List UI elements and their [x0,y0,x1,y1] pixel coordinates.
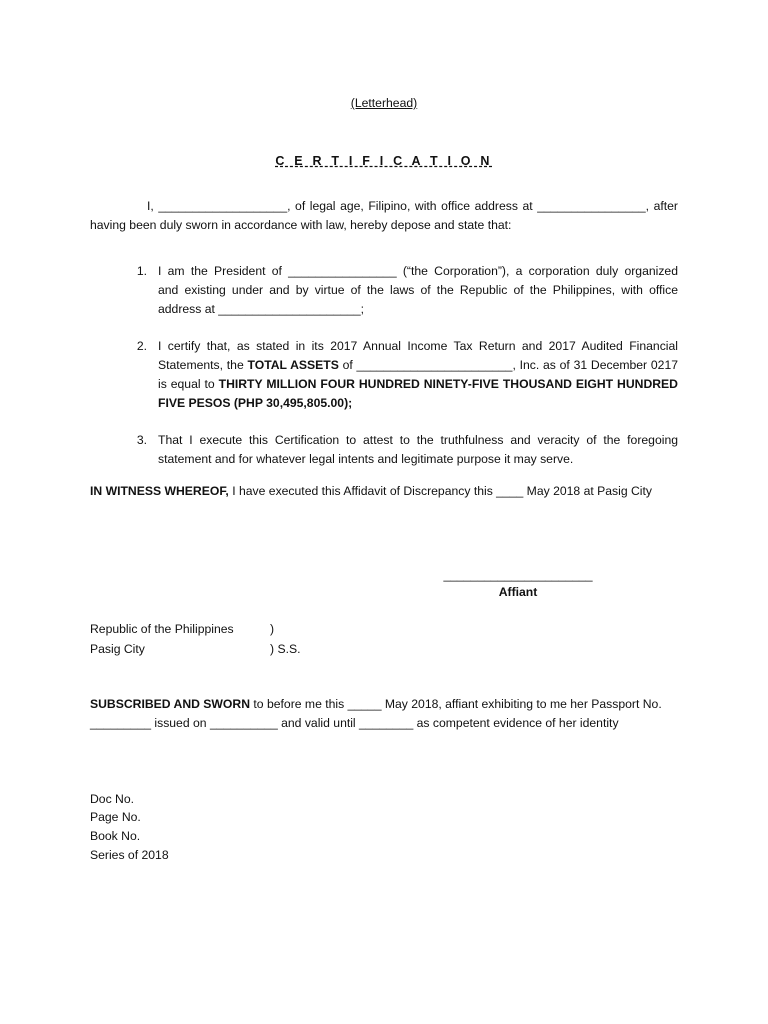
item-2-line-2: Statements, the TOTAL ASSETS of _______________________, Inc. as of 31 December 0217 [158,358,678,372]
intro-line-1: I, ___________________, of legal age, Filipino, with office address at ________________, after [147,199,678,213]
item-2-line-3: is equal to THIRTY MILLION FOUR HUNDRED NINETY-FIVE THOUSAND EIGHT HUNDRED [158,377,678,391]
witness-rest: I have executed this Affidavit of Discrepancy this ____ May 2018 at Pasig City [228,484,652,498]
item-3-number: 3. [136,433,147,447]
letterhead-placeholder: (Letterhead) [350,96,418,110]
item-1-line-2: and existing under and by virtue of the laws of the Republic of the Philippines, with office [158,283,678,297]
venue-country: Republic of the Philippines [90,622,234,636]
item-1-number: 1. [136,264,147,278]
witness-bold: IN WITNESS WHEREOF, [90,484,229,498]
series-year: Series of 2018 [90,848,169,862]
jurat-rest: to before me this _____ May 2018, affiant exhibiting to me her Passport No. [250,697,662,711]
jurat-line-2: _________ issued on __________ and valid until ________ as competent evidence of her identity [90,716,619,730]
document-title: C E R T I F I C A T I O N [275,154,493,168]
venue-city: Pasig City [90,642,145,656]
venue-ss: ) S.S. [270,642,301,656]
intro-line-2: having been duly sworn in accordance with law, hereby depose and state that: [90,218,512,232]
doc-no: Doc No. [90,792,135,806]
page-no: Page No. [90,810,141,824]
item-1-line-1: I am the President of ________________ (“the Corporation”), a corporation duly organized [158,264,678,278]
item-2-number: 2. [136,339,147,353]
bold-phrase: TOTAL ASSETS [247,358,339,372]
item-3-line-1: That I execute this Certification to attest to the truthfulness and veracity of the foregoing [158,433,678,447]
jurat-line-1 [90,695,662,714]
venue-paren-1: ) [270,622,275,636]
item-3-line-2: statement and for whatever legal intents and legitimate purpose it may serve. [158,452,574,466]
bold-phrase: THIRTY MILLION FOUR HUNDRED NINETY-FIVE THOUSAND EIGHT HUNDRED [218,377,678,391]
item-1-line-3: address at _____________________; [158,302,365,316]
book-no: Book No. [90,829,141,843]
item-2-line-4: FIVE PESOS (PHP 30,495,805.00); [158,396,353,410]
witness-clause [90,482,652,501]
signature-line: ______________________ [443,568,593,582]
jurat-bold: SUBSCRIBED AND SWORN [90,697,251,711]
item-2-line-1: I certify that, as stated in its 2017 Annual Income Tax Return and 2017 Audited Financial [158,339,678,353]
affiant-label: Affiant [498,585,538,599]
